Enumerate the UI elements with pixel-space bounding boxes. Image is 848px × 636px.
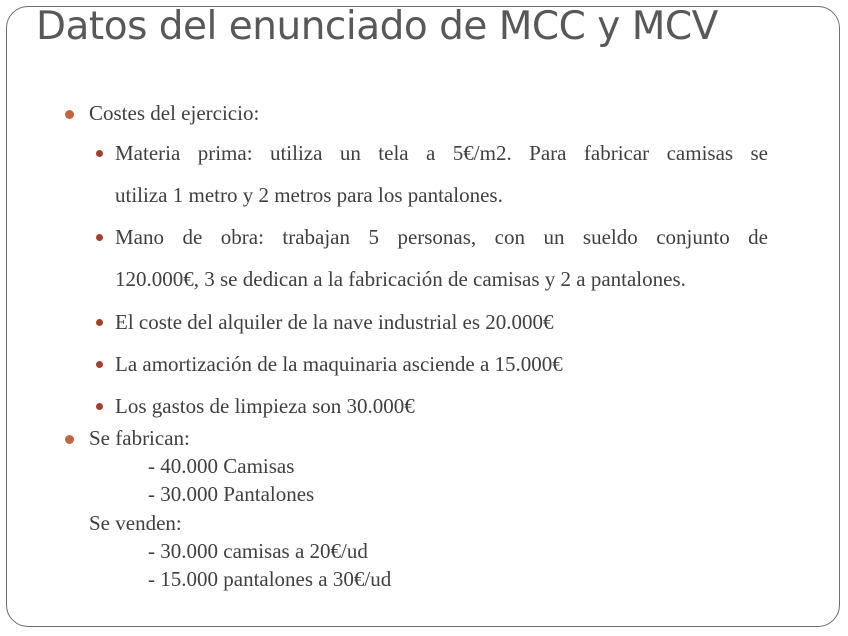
bullet-icon (96, 403, 103, 410)
fabrican-heading: Se fabrican: (89, 426, 190, 450)
bullet-icon (96, 150, 103, 157)
costes-heading: Costes del ejercicio: (89, 101, 260, 125)
bullet-icon (65, 435, 74, 444)
amortizacion-item: La amortización de la maquinaria asciende a 15.000€ (115, 352, 563, 376)
slide-title: Datos del enunciado de MCC y MCV (36, 4, 718, 49)
alquiler-item: El coste del alquiler de la nave industrial es 20.000€ (115, 310, 554, 334)
bullet-icon (96, 319, 103, 326)
materia-prima-line-1: Materia prima: utiliza un tela a 5€/m2. Para fabricar camisas se (115, 141, 768, 165)
materia-prima-line-2: utiliza 1 metro y 2 metros para los pantalones. (115, 183, 503, 207)
mano-obra-line-2: 120.000€, 3 se dedican a la fabricación de camisas y 2 a pantalones. (115, 267, 686, 291)
bullet-icon (65, 110, 74, 119)
venden-heading: Se venden: (89, 511, 182, 535)
mano-obra-line-1: Mano de obra: trabajan 5 personas, con un sueldo conjunto de (115, 225, 768, 249)
fabrican-item: - 30.000 Pantalones (148, 482, 315, 506)
bullet-icon (96, 361, 103, 368)
bullet-icon (96, 234, 103, 241)
venden-item: - 30.000 camisas a 20€/ud (148, 539, 368, 563)
venden-item: - 15.000 pantalones a 30€/ud (148, 567, 392, 591)
limpieza-item: Los gastos de limpieza son 30.000€ (115, 394, 415, 418)
fabrican-item: - 40.000 Camisas (148, 454, 295, 478)
